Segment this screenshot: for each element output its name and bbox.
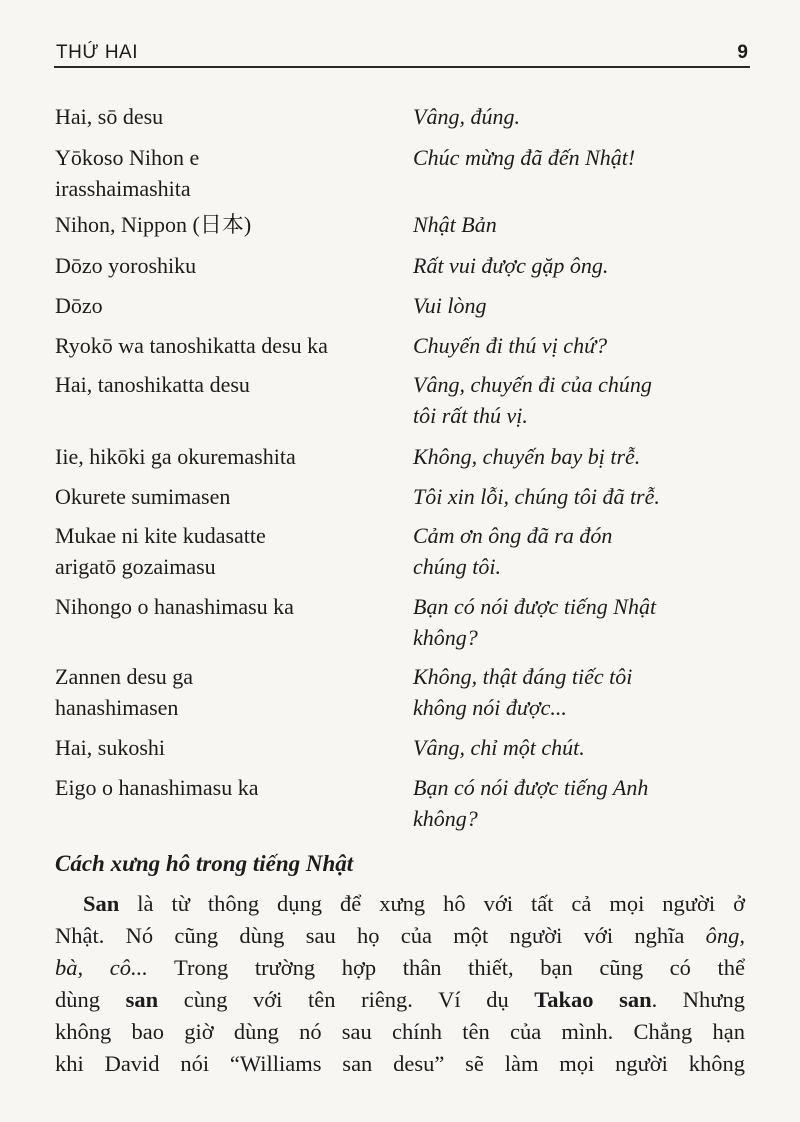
paragraph-text: Nhật. Nó cũng dùng sau họ của một người với nghĩa <box>55 923 706 948</box>
japanese-term: Hai, sukoshi <box>55 735 165 760</box>
vietnamese-meaning: Vâng, đúng. <box>413 104 520 129</box>
vietnamese-meaning: Chúc mừng đã đến Nhật! <box>413 145 636 170</box>
paragraph-text: Trong trường hợp thân thiết, bạn cũng có thể <box>147 955 745 980</box>
japanese-term: Nihon, Nippon (日本) <box>55 212 252 237</box>
vietnamese-meaning: không? <box>413 806 478 831</box>
section-heading: Cách xưng hô trong tiếng Nhật <box>55 851 354 876</box>
japanese-term: Yōkoso Nihon e <box>55 145 200 170</box>
japanese-term: Dōzo <box>55 293 103 318</box>
vietnamese-meaning: Không, thật đáng tiếc tôi <box>413 664 633 689</box>
japanese-term: Eigo o hanashimasu ka <box>55 775 259 800</box>
paragraph-line <box>55 952 745 984</box>
vietnamese-meaning: Tôi xin lỗi, chúng tôi đã trễ. <box>413 484 660 509</box>
paragraph-text: là từ thông dụng để xưng hô với tất cả mọi người ở <box>119 891 745 916</box>
vietnamese-meaning: tôi rất thú vị. <box>413 403 528 428</box>
japanese-term: hanashimasen <box>55 695 179 720</box>
paragraph-text: dùng <box>55 987 126 1012</box>
paragraph-line <box>55 1016 745 1048</box>
japanese-term: Ryokō wa tanoshikatta desu ka <box>55 333 328 358</box>
paragraph-italic: bà, cô... <box>55 955 148 980</box>
keyword-san: San <box>83 891 120 916</box>
japanese-term: irasshaimashita <box>55 176 191 201</box>
paragraph-line <box>55 1048 745 1080</box>
paragraph-text: khi David nói “Williams san desu” sẽ làm mọi người không <box>55 1051 745 1076</box>
paragraph-line <box>55 888 745 920</box>
paragraph-line <box>55 920 745 952</box>
keyword-san: san <box>125 987 159 1012</box>
japanese-term: Zannen desu ga <box>55 664 194 689</box>
vietnamese-meaning: Chuyến đi thú vị chứ? <box>413 333 608 358</box>
japanese-term: Hai, sō desu <box>55 104 164 129</box>
paragraph-text: không bao giờ dùng nó sau chính tên của mình. Chẳng hạn <box>55 1019 745 1044</box>
paragraph-text: . Nhưng <box>651 987 745 1012</box>
vietnamese-meaning: Nhật Bản <box>413 212 497 237</box>
vietnamese-meaning: không? <box>413 625 478 650</box>
paragraph-text: cùng với tên riêng. Ví dụ <box>158 987 535 1012</box>
vietnamese-meaning: Không, chuyến bay bị trễ. <box>413 444 641 469</box>
running-header <box>54 40 750 68</box>
japanese-term: Iie, hikōki ga okuremashita <box>55 444 296 469</box>
japanese-term: Hai, tanoshikatta desu <box>55 372 250 397</box>
vietnamese-meaning: Vâng, chuyến đi của chúng <box>413 372 652 397</box>
vietnamese-meaning: không nói được... <box>413 695 567 720</box>
vietnamese-meaning: Vâng, chỉ một chút. <box>413 735 585 760</box>
japanese-term: Okurete sumimasen <box>55 484 231 509</box>
chapter-title: THỨ HAI <box>56 42 139 63</box>
body-paragraph <box>55 888 745 1080</box>
vietnamese-meaning: chúng tôi. <box>413 554 501 579</box>
vietnamese-meaning: Rất vui được gặp ông. <box>413 253 609 278</box>
page-number: 9 <box>737 42 748 63</box>
japanese-term: Dōzo yoroshiku <box>55 253 197 278</box>
vietnamese-meaning: Cảm ơn ông đã ra đón <box>413 523 613 548</box>
japanese-term: Mukae ni kite kudasatte <box>55 523 266 548</box>
japanese-term: Nihongo o hanashimasu ka <box>55 594 294 619</box>
vietnamese-meaning: Bạn có nói được tiếng Nhật <box>413 594 657 619</box>
paragraph-line <box>55 984 745 1016</box>
paragraph-italic: ông, <box>705 923 745 948</box>
keyword-example: Takao san <box>534 987 652 1012</box>
vietnamese-meaning: Vui lòng <box>413 293 487 318</box>
japanese-term: arigatō gozaimasu <box>55 554 216 579</box>
vietnamese-meaning: Bạn có nói được tiếng Anh <box>413 775 649 800</box>
